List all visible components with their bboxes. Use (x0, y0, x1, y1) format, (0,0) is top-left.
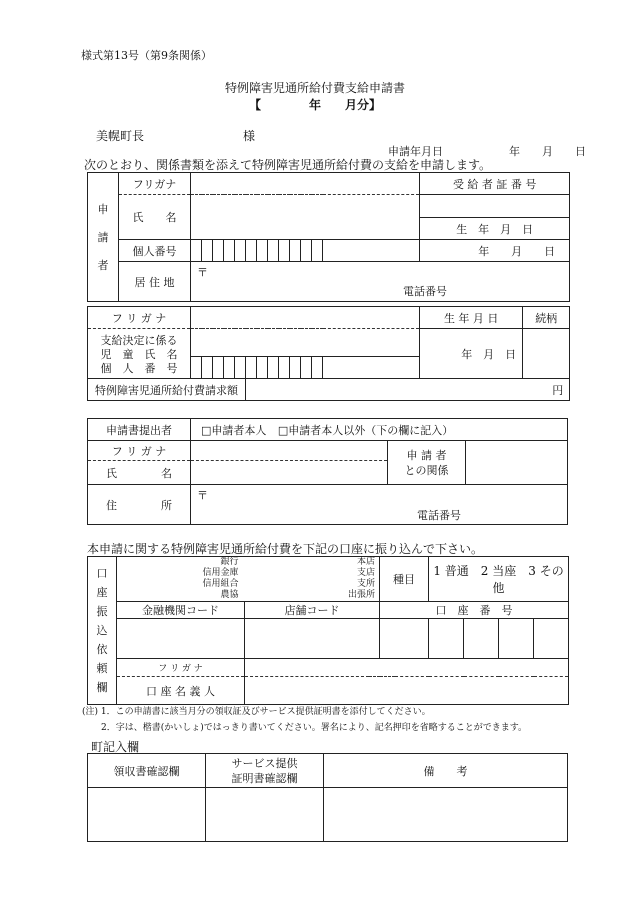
my-number-label: 個人番号 (119, 240, 191, 262)
holder-furigana-field[interactable] (245, 659, 569, 677)
holder-furigana-label: フ リ ガ ナ (117, 659, 245, 677)
applicant-table (87, 172, 570, 302)
submitter-label: 申請書提出者 (88, 419, 191, 441)
holder-field[interactable] (245, 677, 569, 705)
town-table (87, 753, 568, 842)
child-furigana-label: フ リ ガ ナ (88, 307, 191, 329)
name-label: 氏 名 (119, 195, 191, 240)
receipt-check-label: 領収書確認欄 (88, 754, 206, 788)
branch-type-field[interactable]: 本店 支店 支所 出張所 (245, 557, 380, 602)
option-self[interactable]: □申請者本人 (201, 423, 267, 437)
claim-field[interactable]: 円 (246, 379, 570, 401)
birth-field[interactable]: 年 月 日 (420, 240, 570, 262)
account-no-label: 口 座 番 号 (380, 602, 569, 619)
bank-side-label: 口 座 振 込 依 頼 欄 (88, 557, 117, 705)
address-label: 居 住 地 (119, 262, 191, 302)
postal-mark: 〒 (197, 266, 208, 279)
form-number: 様式第13号（第9条関係） (81, 49, 212, 62)
receipt-check-field[interactable] (88, 788, 206, 842)
form-title: 特例障害児通所給付費支給申請書 (224, 81, 405, 95)
claim-label: 特例障害児通所給付費請求額 (88, 379, 246, 401)
kind-options[interactable]: 1 普通 2 当座 3 その他 (429, 557, 569, 602)
relation-label: 続柄 (523, 307, 570, 329)
submitter-relation-label: 申 請 者 との関係 (388, 441, 466, 485)
account-digit[interactable] (429, 619, 464, 659)
account-digit[interactable] (499, 619, 534, 659)
submitter-table (87, 418, 568, 525)
recipient-no-label: 受 給 者 証 番 号 (420, 173, 570, 195)
bank-intro: 本申請に関する特例障害児通所給付費を下記の口座に振り込んで下さい。 (87, 542, 484, 556)
child-birth-label: 生 年 月 日 (420, 307, 523, 329)
submitter-address-field[interactable]: 〒 電話番号 (191, 485, 568, 525)
applicant-side-label: 申 請 者 (88, 173, 119, 302)
submitter-furigana-field[interactable] (191, 441, 388, 461)
period: 【 年 月分】 (248, 98, 381, 112)
holder-label: 口 座 名 義 人 (117, 677, 245, 705)
submitter-relation-field[interactable] (466, 441, 568, 485)
bank-code-label: 金融機関コード (117, 602, 245, 619)
decision-label: 支給決定に係る 児 童 氏 名 個 人 番 号 (88, 329, 191, 379)
addressee: 美幌町長 (96, 129, 145, 143)
town-heading: 町記入欄 (91, 740, 140, 754)
branch-code-field[interactable] (245, 619, 380, 659)
child-birth-field[interactable]: 年 月 日 (420, 329, 523, 379)
child-name-field[interactable] (191, 329, 420, 357)
service-check-label: サービス提供 証明書確認欄 (206, 754, 324, 788)
submitter-name-field[interactable] (191, 461, 388, 485)
bank-code-field[interactable] (117, 619, 245, 659)
furigana-label: フリガナ (119, 173, 191, 195)
bank-type-field[interactable]: 銀行 信用金庫 信用組合 農協 (117, 557, 245, 602)
submitter-name-label: 氏 名 (88, 461, 191, 485)
phone-label: 電話番号 (403, 285, 447, 298)
service-check-field[interactable] (206, 788, 324, 842)
child-table (87, 306, 570, 401)
bank-table (87, 556, 569, 705)
option-other[interactable]: □申請者本人以外（下の欄に記入） (277, 423, 454, 437)
recipient-no-field[interactable] (420, 195, 570, 218)
note-2: 2．字は、楷書(かいしょ)ではっきり書いてください。署名により、記名押印を省略することができます。 (101, 723, 528, 733)
child-furigana-field[interactable] (191, 307, 420, 329)
furigana-field[interactable] (191, 173, 420, 195)
birth-label: 生 年 月 日 (420, 218, 570, 240)
submitter-options[interactable] (191, 419, 568, 441)
name-field[interactable] (191, 195, 420, 240)
remarks-label: 備 考 (324, 754, 568, 788)
branch-code-label: 店舗コード (245, 602, 380, 619)
note-1: (注) 1．この申請書に該当月分の領収証及びサービス提供証明書を添付してください。 (82, 707, 431, 717)
submitter-furigana-label: フ リ ガ ナ (88, 441, 191, 461)
apply-date: 申請年月日 年 月 日 (388, 145, 586, 158)
relation-field[interactable] (523, 329, 570, 379)
kind-label: 種目 (380, 557, 429, 602)
submitter-address-label: 住 所 (88, 485, 191, 525)
address-field[interactable] (191, 262, 570, 302)
remarks-field[interactable] (324, 788, 568, 842)
account-digit[interactable] (534, 619, 569, 659)
intro-text: 次のとおり、関係書類を添えて特例障害児通所給付費の支給を申請します。 (84, 158, 492, 172)
account-digit[interactable] (464, 619, 499, 659)
account-digit[interactable] (380, 619, 429, 659)
honorific: 様 (243, 129, 256, 143)
